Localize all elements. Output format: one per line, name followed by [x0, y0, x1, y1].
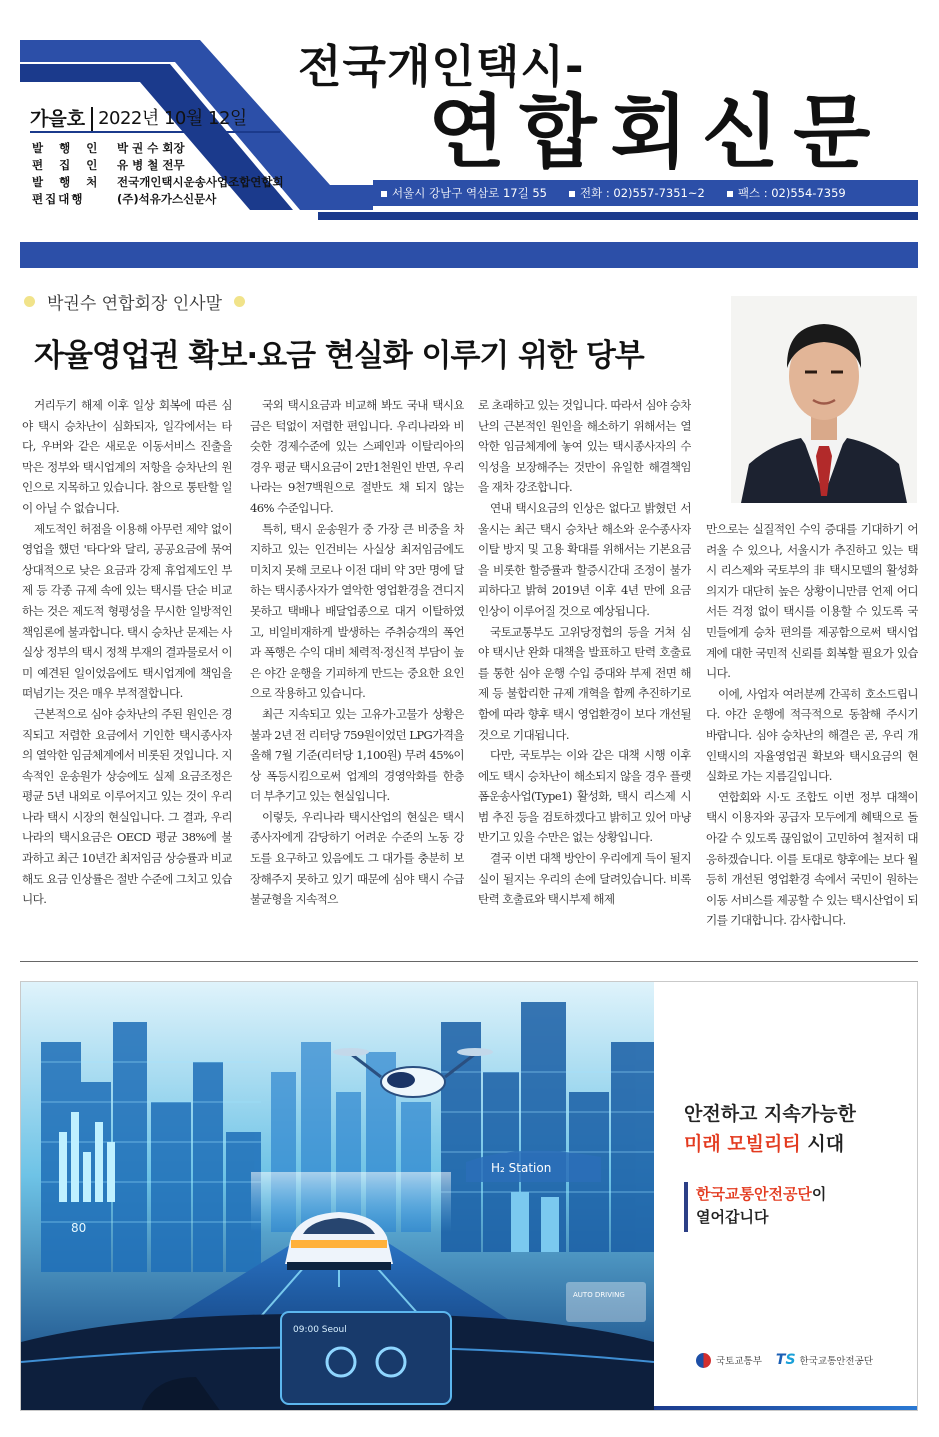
paragraph: 이에, 사업자 여러분께 간곡히 호소드립니다. 야간 운행에 적극적으로 동참해 주시기 바랍니다. 심야 승차난의 해결은 곧, 우리 개인택시의 자율영업권 확보와 택시요금의 현실화로 가는 지름길입니다. [706, 686, 918, 784]
info-value: 박 권 수 회장 [117, 141, 185, 155]
tagline-rest: 이 [811, 1185, 827, 1203]
contact-address [381, 185, 547, 201]
contact-fax [727, 185, 846, 201]
info-key: 발 행 처 [32, 175, 104, 189]
contact-bar [373, 180, 918, 206]
article-kicker [24, 289, 257, 314]
masthead [0, 0, 939, 270]
article-column-2 [250, 395, 464, 945]
phone-text: 전화 : 02)557-7351~2 [579, 186, 705, 200]
paragraph: 연합회와 시·도 조합도 이번 정부 대책이 택시 이용자와 공급자 모두에게 혜택으로 돌아갈 수 있도록 끊임없이 고민하여 철저히 대응하겠습니다. 이를 토대로 향후에는 보다 월등히 개선된 영업환경 속에서 국민이 원하는 이동 서비스를 제공할 수 있는 택시산업이 되기를 기대합니다. 감사합니다. [706, 789, 918, 928]
paragraph: 국외 택시요금과 비교해 봐도 국내 택시요금은 턱없이 저렴한 편입니다. 우리나라와 비슷한 경제수준에 있는 스페인과 이탈리아의 경우 평균 택시요금이 2만1천원인 반면, 우리나라는 9천7백원으로 절반도 채 되지 않는 46% 수준입니다. [250, 398, 464, 515]
kicker-text: 박권수 연합회장 인사말 [47, 294, 223, 314]
bullet-dot-icon [24, 296, 35, 307]
ad-text-rest: 시대 [800, 1133, 845, 1155]
government-emblem-icon [696, 1353, 711, 1368]
info-value: (주)석유가스신문사 [117, 192, 217, 206]
paragraph: 제도적인 허점을 이용해 아무런 제약 없이 영업을 했던 '타다'와 달리, 공공요금에 묶여 상대적으로 낮은 요금과 강제 휴업제도인 부제 등 각종 규제 속에 있는 택시를 단순 비교하는 것은 제도적 형평성을 무시한 일방적인 책임론에 불과합니다. 택시 승차난 문제는 사실상 정부의 택시 정책 부재의 결과물로서 이미 예견된 일이었음에도 택시업계에 책임을 떠넘기는 것은 매우 부적절합니다. [22, 521, 232, 701]
paragraph: 최근 지속되고 있는 고유가·고물가 상황은 불과 2년 전 리터당 759원이었던 LPG가격을 올해 7월 기준(리터당 1,100원) 무려 45%이상 폭등시킴으로써 업계의 경영악화를 한층 더 부추기고 있는 현실입니다. [250, 706, 464, 804]
dashboard-clock: 09:00 Seoul [293, 1325, 347, 1335]
paragraph: 만으로는 실질적인 수익 증대를 기대하기 어려울 수 있으나, 서울시가 추진하고 있는 택시 리스제와 국토부의 非 택시모델의 활성화 의지가 대단히 높은 상황이니만큼 언제 어디서든 걱정 없이 택시를 이용할 수 있도록 국민들에게 승차 편의를 제공함으로써 택시업계에 대한 국민적 신뢰를 회복할 필요가 있습니다. [706, 522, 918, 681]
paragraph: 결국 이번 대책 방안이 우리에게 득이 될지 실이 될지는 우리의 손에 달려있습니다. 비록 탄력 호출료와 택시부제 해제 [478, 851, 691, 907]
newspaper-title-main: 연합회신문 [428, 86, 885, 179]
bullet-icon [381, 191, 387, 197]
bullet-dot-icon [234, 296, 245, 307]
info-row [32, 191, 284, 208]
edition-date: 2022년 10월 12일 [98, 108, 247, 129]
address-text: 서울시 강남구 역삼로 17길 55 [392, 186, 547, 200]
tagline-line2: 열어갑니다 [696, 1208, 769, 1226]
edition-season: 가을호 [30, 107, 93, 131]
ministry-name: 국토교통부 [716, 1356, 762, 1367]
info-value: 유 병 철 전무 [117, 158, 185, 172]
paragraph: 다만, 국토부는 이와 같은 대책 시행 이후에도 택시 승차난이 해소되지 않을 경우 플랫폼운송사업(Type1) 활성화, 택시 리스제 시범 추진 등을 검토하겠다고 밝히고 있어 마냥 반기고 있을 수만은 없는 상황입니다. [478, 748, 691, 845]
article-headline: 자율영업권 확보·요금 현실화 이루기 위한 당부 [34, 338, 644, 374]
agency-name: 한국교통안전공단 [696, 1185, 812, 1203]
dashboard-screen [281, 1312, 451, 1404]
speed-readout: 80 [71, 1221, 87, 1235]
edition-line [30, 103, 280, 133]
header-divider-band [20, 242, 918, 268]
paragraph: 거리두기 해제 이후 일상 회복에 따른 심야 택시 승차난이 심화되자, 일각에서는 타다, 우버와 같은 새로운 이동서비스 진출을 막은 정부와 택시업계의 저항을 승차난의 원인으로 지목하고 있습니다. 참으로 통탄할 일이 아닐 수 없습니다. [22, 398, 232, 515]
info-key: 편집대행 [32, 192, 85, 206]
article-column-4 [706, 519, 918, 945]
fax-text: 팩스 : 02)554-7359 [737, 186, 846, 200]
ad-headline-line2 [684, 1129, 844, 1156]
paragraph: 특히, 택시 운송원가 중 가장 큰 비중을 차지하고 있는 인건비는 사실상 최저임금에도 미치지 못해 코로나 이전 대비 약 3만 명에 달하는 택시종사자가 열악한 영업환경을 견디지 못하고 택배나 배달업종으로 대거 이탈하였고, 비일비재하게 발생하는 주취승객의 폭언과 폭행은 수익 대비 체력적·정신적 부담이 높은 야간 운행을 기피하게 만드는 중요한 요인으로 작용하고 있습니다. [250, 521, 464, 701]
agency-logo-text: 한국교통안전공단 [799, 1356, 873, 1367]
info-key: 발 행 인 [32, 141, 104, 155]
article-column-1 [22, 395, 232, 945]
future-mobility-illustration [21, 982, 654, 1411]
info-row [32, 157, 284, 174]
info-key: 편 집 인 [32, 158, 104, 172]
paragraph: 국토교통부도 고위당정협의 등을 거쳐 심야 택시난 완화 대책을 발표하고 탄력 호출료를 통한 심야 운행 수입 증대와 부제 전면 해제 등 불합리한 규제 개혁을 함께 추진하기로 함에 따라 향후 택시 영업환경이 보다 개선될 것으로 기대됩니다. [478, 624, 691, 742]
ad-highlight-text: 미래 모빌리티 [684, 1133, 801, 1155]
publisher-info [32, 140, 284, 208]
station-sign: H₂ Station [491, 1161, 552, 1175]
paragraph: 로 초래하고 있는 것입니다. 따라서 심야 승차난의 근본적인 원인을 해소하기 위해서는 열악한 임금체계에 놓여 있는 택시종사자의 수익성을 보장해주는 것만이 유일한 해결책임을 재차 강조합니다. [478, 398, 691, 495]
paragraph: 근본적으로 심야 승차난의 주된 원인은 경직되고 저렴한 요금에서 기인한 택시종사자의 열악한 임금체계에서 비롯된 것입니다. 지속적인 운송원가 상승에도 실제 요금조정은 평균 5년 내외로 이루어지고 있는 것이 우리나라 택시 시장의 현실입니다. 그 결과, 우리나라의 택시요금은 OECD 평균 38%에 불과하고 최근 10년간 최저임금 상승률과 비교해도 요금 인상률은 절반 수준에 그치고 있습니다. [22, 706, 232, 907]
ad-tagline [696, 1183, 826, 1229]
ad-copy [654, 982, 918, 1411]
ad-bottom-stripe [654, 1406, 918, 1411]
bullet-icon [569, 191, 575, 197]
ad-headline-line1: 안전하고 지속가능한 [684, 1103, 856, 1125]
article-column-3 [478, 395, 691, 945]
paragraph: 연내 택시요금의 인상은 없다고 밝혔던 서울시는 최근 택시 승차난 해소와 운수종사자 이탈 방지 및 고용 확대를 위해서는 기본요금을 비롯한 할증률과 할증시간대 조정이 불가피하다고 밝혀 2019년 이후 4년 만에 요금 인상이 이루어질 것으로 예상됩니다. [478, 500, 691, 618]
ad-logos [696, 1352, 873, 1368]
bullet-icon [727, 191, 733, 197]
author-portrait [731, 296, 917, 503]
accent-bar [684, 1182, 688, 1232]
advertisement[interactable] [20, 981, 918, 1411]
section-divider [20, 961, 918, 962]
auto-driving-label: AUTO DRIVING [573, 1291, 625, 1299]
contact-phone [569, 185, 705, 201]
info-row [32, 174, 284, 191]
info-value: 전국개인택시운송사업조합연합회 [117, 175, 284, 189]
info-row [32, 140, 284, 157]
auto-driving-panel [566, 1282, 646, 1322]
paragraph: 이렇듯, 우리나라 택시산업의 현실은 택시종사자에게 감당하기 어려운 수준의 노동 강도를 요구하고 있음에도 그 대가를 충분히 보장해주지 못하고 있기 때문에 심야 택시 수급불균형을 지속적으 [250, 809, 464, 907]
ts-logo-icon: TS [775, 1352, 796, 1368]
newspaper-title-top: 전국개인택시- [298, 40, 585, 93]
